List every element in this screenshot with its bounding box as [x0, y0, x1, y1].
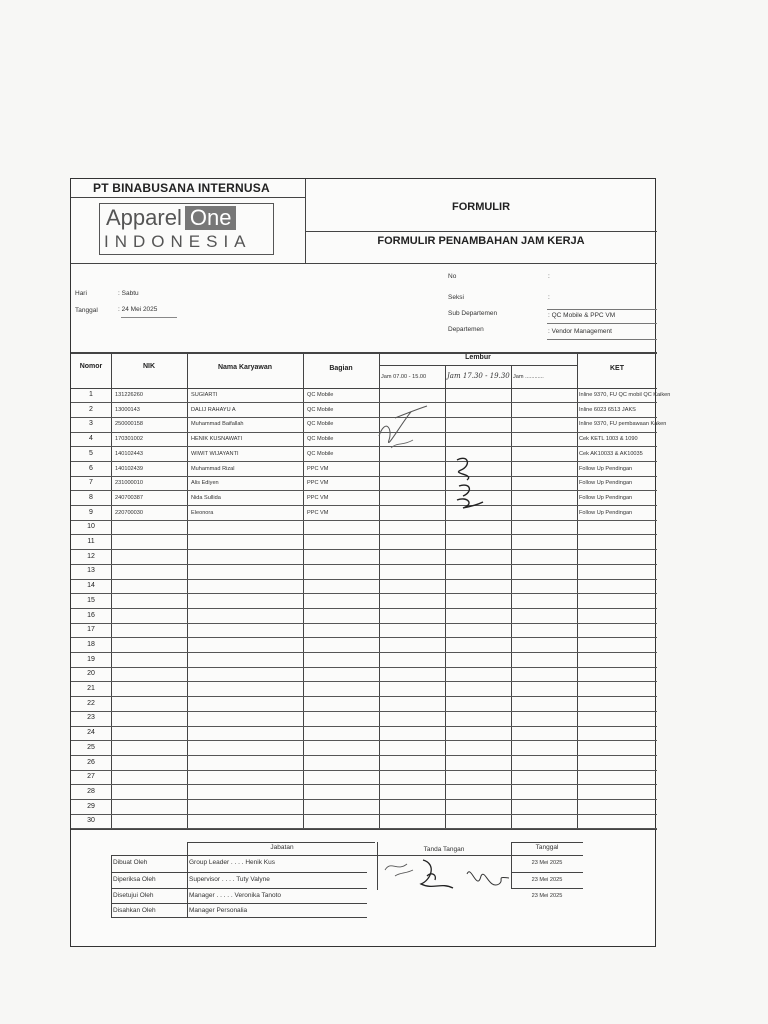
department-value: : Vendor Management — [548, 328, 612, 335]
row-number: 11 — [87, 538, 95, 545]
table-row — [71, 594, 657, 609]
row-number: 5 — [89, 449, 93, 457]
tanggal-label: Tanggal — [75, 307, 98, 314]
row-ket: Follow Up Pendingan — [579, 494, 633, 501]
row-number: 15 — [87, 596, 95, 604]
logo-word-one: One — [185, 206, 237, 230]
row-number: 9 — [89, 508, 93, 516]
approval-role: Dibuat Oleh — [113, 859, 148, 866]
row-nik: 140102443 — [115, 450, 143, 457]
row-number: 23 — [87, 714, 95, 722]
table-row — [71, 770, 657, 785]
row-bagian: PPC VM — [307, 465, 329, 472]
table-row — [71, 682, 657, 697]
overtime-form-sheet: PT BINABUSANA INTERNUSA Apparel One INDONESIA FORMULIR FORMULIR PENAMBAHAN JAM KERJA Hari : Sabtu Tanggal : 24 Mei 2025 No : Seksi : Sub Departemen : QC Mobile & PPC VM Departemen : Vendor Management Nomor NIK Nama Karyawan Bagian Lembur KET Jam 07.00 - 15.00 Jam 17.30 - 19.30 Jam ............ 1 131226260 SUGIARTI QC Mobile Inline 9370, FU QC mobil QC Kaiken 2 13000143 DALIJ RAHAYU A QC Mobile Inline 6023 6513 JAKS 3 250000158 Muhammad Baifallah QC Mobile Inline 9370, FU pembawaan Kaken 4 170301002 HENIK KUSNAWATI QC Mobile Cek KETL 1003 & 1090 5 140102443 WIWIT WIJAYANTI QC Mobile Cek AK10033 & AK10035 6 140102439 Muhammad Rizal PPC VM Follow Up Pendingan 7 231000010 Alis Ediyen PPC VM Follow Up Pendingan 8 240700387 Nida Sullida PPC VM Follow Up Pendingan 9 220700030 Eleonora PPC VM Follow Up Pendingan 10 11 12 13 14 15 16 17 18 19 20 21 22 23 24 25 26 27 28 29 30 Jabatan Tanda Tangan Tanggal Dibuat Oleh Group Leader . . . . Henik Kus 23 Mei 2025 Diperiksa Oleh Supervisor . . . . Tuty Valyne 23 Mei 2025 Disetujui Oleh Manager . . . . . Veronika Tanoto 23 Mei 2025 Disahkan Oleh Manager Personalia — [70, 178, 656, 947]
approval-date: 23 Mei 2025 — [531, 860, 563, 866]
row-number: 22 — [87, 699, 95, 707]
row-number: 28 — [87, 787, 95, 795]
header-nomor: Nomor — [79, 363, 103, 370]
row-nik: 220700030 — [115, 509, 143, 516]
row-bagian: PPC VM — [307, 480, 329, 487]
table-row — [71, 623, 657, 638]
row-number: 24 — [87, 729, 95, 737]
row-number: 12 — [87, 552, 95, 560]
approval-jabatan: Manager Personalia — [189, 907, 248, 914]
table-row — [71, 785, 657, 800]
row-nik: 140102439 — [115, 465, 143, 472]
table-row — [71, 403, 657, 418]
row-nik: 240700387 — [115, 494, 143, 501]
logo-word-indonesia: INDONESIA — [104, 232, 252, 251]
row-number: 10 — [87, 523, 95, 531]
header-nik: NIK — [142, 363, 156, 370]
row-ket: Inline 6023 6513 JAKS — [579, 406, 636, 413]
seksi-colon: : — [548, 294, 550, 301]
row-ket: Follow Up Pendingan — [579, 480, 633, 487]
department-label: Departemen — [448, 326, 484, 333]
header-ket: KET — [610, 365, 624, 372]
row-number: 7 — [89, 479, 93, 487]
row-ket: Inline 9370, FU pembawaan Kaken — [579, 421, 667, 428]
approval-header-jabatan: Jabatan — [270, 844, 294, 851]
sub-department-value: : QC Mobile & PPC VM — [548, 312, 616, 319]
tanggal-value: 24 Mei 2025 — [121, 306, 158, 313]
row-name: Alis Ediyen — [191, 480, 219, 487]
row-name: SUGIARTI — [191, 392, 218, 398]
row-bagian: QC Mobile — [307, 421, 334, 428]
row-number: 16 — [87, 611, 95, 619]
row-bagian: QC Mobile — [307, 436, 334, 443]
row-bagian: PPC VM — [307, 509, 329, 516]
table-row — [71, 564, 657, 579]
table-row — [71, 741, 657, 756]
table-row — [71, 667, 657, 682]
row-name: HENIK KUSNAWATI — [191, 436, 243, 443]
table-row — [71, 638, 657, 653]
row-ket: Cek KETL 1003 & 1090 — [579, 436, 638, 443]
row-number: 26 — [87, 758, 95, 766]
table-row — [71, 697, 657, 712]
header-bagian: Bagian — [329, 365, 353, 372]
table-row — [71, 417, 667, 432]
row-nik: 131226260 — [115, 392, 143, 398]
row-number: 1 — [89, 391, 93, 398]
row-name: Muhammad Baifallah — [191, 421, 244, 428]
table-row — [71, 476, 657, 491]
table-row — [71, 726, 657, 741]
approval-signatures — [377, 846, 517, 904]
row-ket: Follow Up Pendingan — [579, 465, 633, 472]
row-number: 17 — [87, 626, 95, 634]
row-name: Muhammad Rizal — [191, 465, 235, 472]
approval-date: 23 Mei 2025 — [531, 893, 563, 899]
table-row — [71, 814, 657, 829]
table-row — [71, 432, 657, 447]
row-bagian: PPC VM — [307, 494, 329, 501]
lembur-signature-qc — [371, 388, 461, 458]
approval-header-tanggal: Tanggal — [535, 844, 559, 851]
table-row — [71, 550, 657, 565]
approval-jabatan: Group Leader . . . . Henik Kus — [189, 859, 275, 866]
table-row — [71, 711, 657, 726]
row-bagian: QC Mobile — [307, 406, 334, 413]
table-row — [71, 462, 657, 477]
table-row — [71, 756, 657, 771]
row-number: 18 — [87, 640, 95, 648]
row-number: 30 — [87, 817, 95, 825]
employee-table — [71, 352, 671, 830]
row-number: 4 — [89, 435, 93, 443]
row-bagian: QC Mobile — [307, 450, 334, 457]
row-number: 6 — [89, 464, 93, 472]
table-row — [71, 447, 657, 462]
seksi-label: Seksi — [448, 294, 464, 301]
row-name: Nida Sullida — [191, 494, 221, 501]
row-name: Eleonora — [191, 509, 214, 516]
approval-jabatan: Supervisor . . . . Tuty Valyne — [189, 876, 270, 883]
company-logo — [99, 203, 274, 255]
approval-jabatan: Manager . . . . . Veronika Tanoto — [189, 892, 282, 899]
row-number: 27 — [87, 773, 95, 781]
row-number: 8 — [89, 493, 93, 501]
no-colon: : — [548, 273, 550, 280]
lembur-col-2: Jam 17.30 - 19.30 — [447, 372, 510, 380]
lembur-col-1: Jam 07.00 - 15.00 — [381, 374, 427, 380]
approval-role: Diperiksa Oleh — [113, 876, 156, 883]
table-row — [71, 609, 657, 624]
form-title: FORMULIR — [451, 201, 511, 213]
row-name: WIWIT WIJAYANTI — [191, 450, 239, 457]
row-name: DALIJ RAHAYU A — [191, 406, 236, 413]
table-row — [71, 535, 657, 550]
row-number: 2 — [89, 405, 93, 413]
table-row — [71, 579, 657, 594]
hari-label: Hari — [75, 290, 87, 297]
header-nama: Nama Karyawan — [217, 364, 273, 371]
table-row — [71, 388, 671, 403]
row-nik: 170301002 — [115, 436, 143, 443]
approval-header-ttd: Tanda Tangan — [423, 846, 465, 853]
no-label: No — [448, 273, 457, 280]
row-number: 21 — [87, 685, 95, 692]
lembur-signature-ppc — [449, 452, 509, 522]
row-ket: Follow Up Pendingan — [579, 509, 633, 516]
approval-block — [111, 842, 583, 918]
approval-role: Disetujui Oleh — [113, 892, 154, 899]
row-number: 14 — [87, 582, 95, 590]
approval-date: 23 Mei 2025 — [531, 877, 563, 883]
approval-role: Disahkan Oleh — [113, 907, 156, 914]
table-row — [71, 520, 657, 535]
row-bagian: QC Mobile — [307, 392, 334, 398]
row-nik: 250000158 — [115, 421, 143, 428]
hari-value: Sabtu — [121, 290, 139, 297]
row-number: 13 — [87, 567, 95, 575]
row-number: 20 — [87, 670, 95, 678]
row-number: 29 — [87, 802, 95, 810]
table-row — [71, 800, 657, 815]
table-row — [71, 506, 657, 521]
row-nik: 13000143 — [115, 406, 140, 413]
row-number: 3 — [89, 420, 93, 428]
company-name: PT BINABUSANA INTERNUSA — [93, 181, 270, 195]
row-ket: Cek AK10033 & AK10035 — [579, 450, 643, 457]
header-lembur: Lembur — [465, 354, 491, 361]
row-number: 19 — [87, 655, 95, 663]
row-nik: 231000010 — [115, 480, 143, 487]
table-row — [71, 491, 657, 506]
row-number: 25 — [87, 743, 95, 751]
lembur-col-3: Jam ............ — [513, 374, 544, 380]
table-row — [71, 653, 657, 668]
row-ket: Inline 9370, FU QC mobil QC Kaiken — [579, 392, 671, 398]
sub-department-label: Sub Departemen — [448, 310, 498, 317]
logo-word-apparel: Apparel — [106, 205, 182, 230]
form-subtitle: FORMULIR PENAMBAHAN JAM KERJA — [377, 235, 585, 247]
